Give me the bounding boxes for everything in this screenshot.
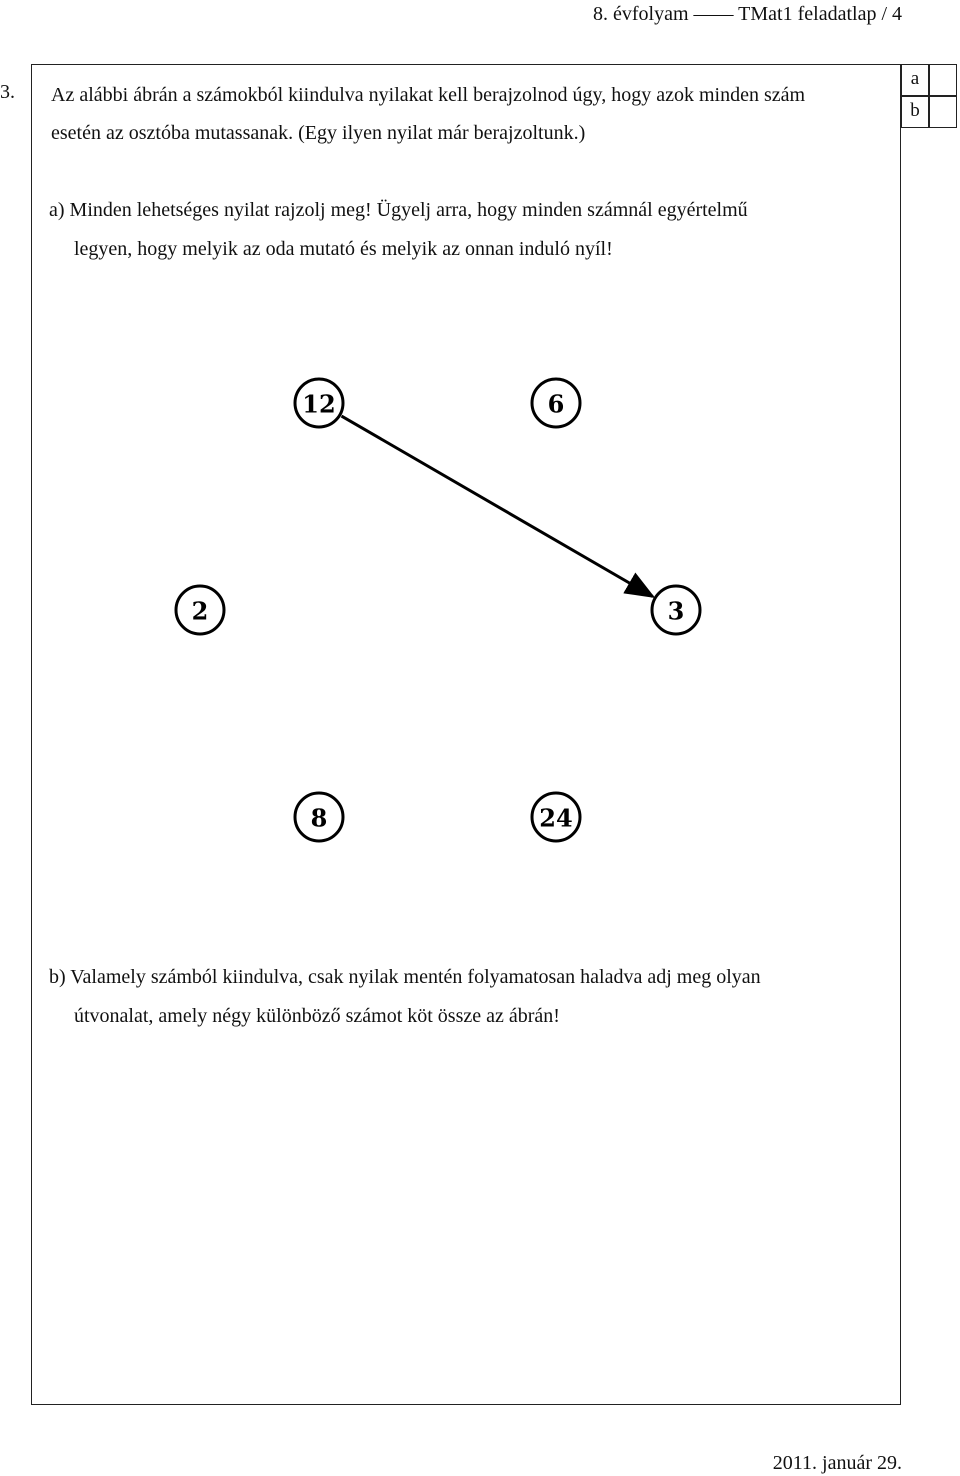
problem-number: 3. [0,81,15,103]
header-sheet: TMat1 feladatlap / 4 [738,3,902,25]
node-label: 2 [191,596,209,626]
number-node-24[interactable] [532,793,580,841]
node-label: 6 [547,389,565,419]
nodes-layer [176,379,700,841]
number-node-12[interactable] [295,379,343,427]
number-node-2[interactable] [176,586,224,634]
arrow-12-to-3 [341,416,652,596]
node-label: 3 [667,596,685,626]
number-node-8[interactable] [295,793,343,841]
number-node-3[interactable] [652,586,700,634]
header-dash: —— [693,3,734,25]
task-b-line-2: útvonalat, amely négy különböző számot köt össze az ábrán! [74,1005,560,1027]
task-a-line-1: a) Minden lehetséges nyilat rajzolj meg! Ügyelj arra, hogy minden számnál egyértelmű [49,199,748,221]
node-label: 12 [302,389,336,419]
arrows-layer [341,416,652,596]
task-a-line-2: legyen, hogy melyik az oda mutató és melyik az onnan induló nyíl! [74,238,613,260]
number-node-6[interactable] [532,379,580,427]
node-label: 8 [310,803,328,833]
node-label: 24 [539,803,573,833]
score-label-b: b [901,96,929,128]
footer-date: 2011. január 29. [772,1452,902,1474]
task-b [49,958,894,1036]
intro-line-2: esetén az osztóba mutassanak. (Egy ilyen nyilat már berajzoltunk.) [51,122,586,144]
task-b-line-1: b) Valamely számból kiindulva, csak nyilak mentén folyamatosan haladva adj meg olyan [49,966,761,988]
header-grade: 8. évfolyam [593,3,689,25]
intro-line-1: Az alábbi ábrán a számokból kiindulva nyilakat kell berajzolnod úgy, hogy azok minden szám [51,84,806,106]
score-label-a: a [901,64,929,96]
